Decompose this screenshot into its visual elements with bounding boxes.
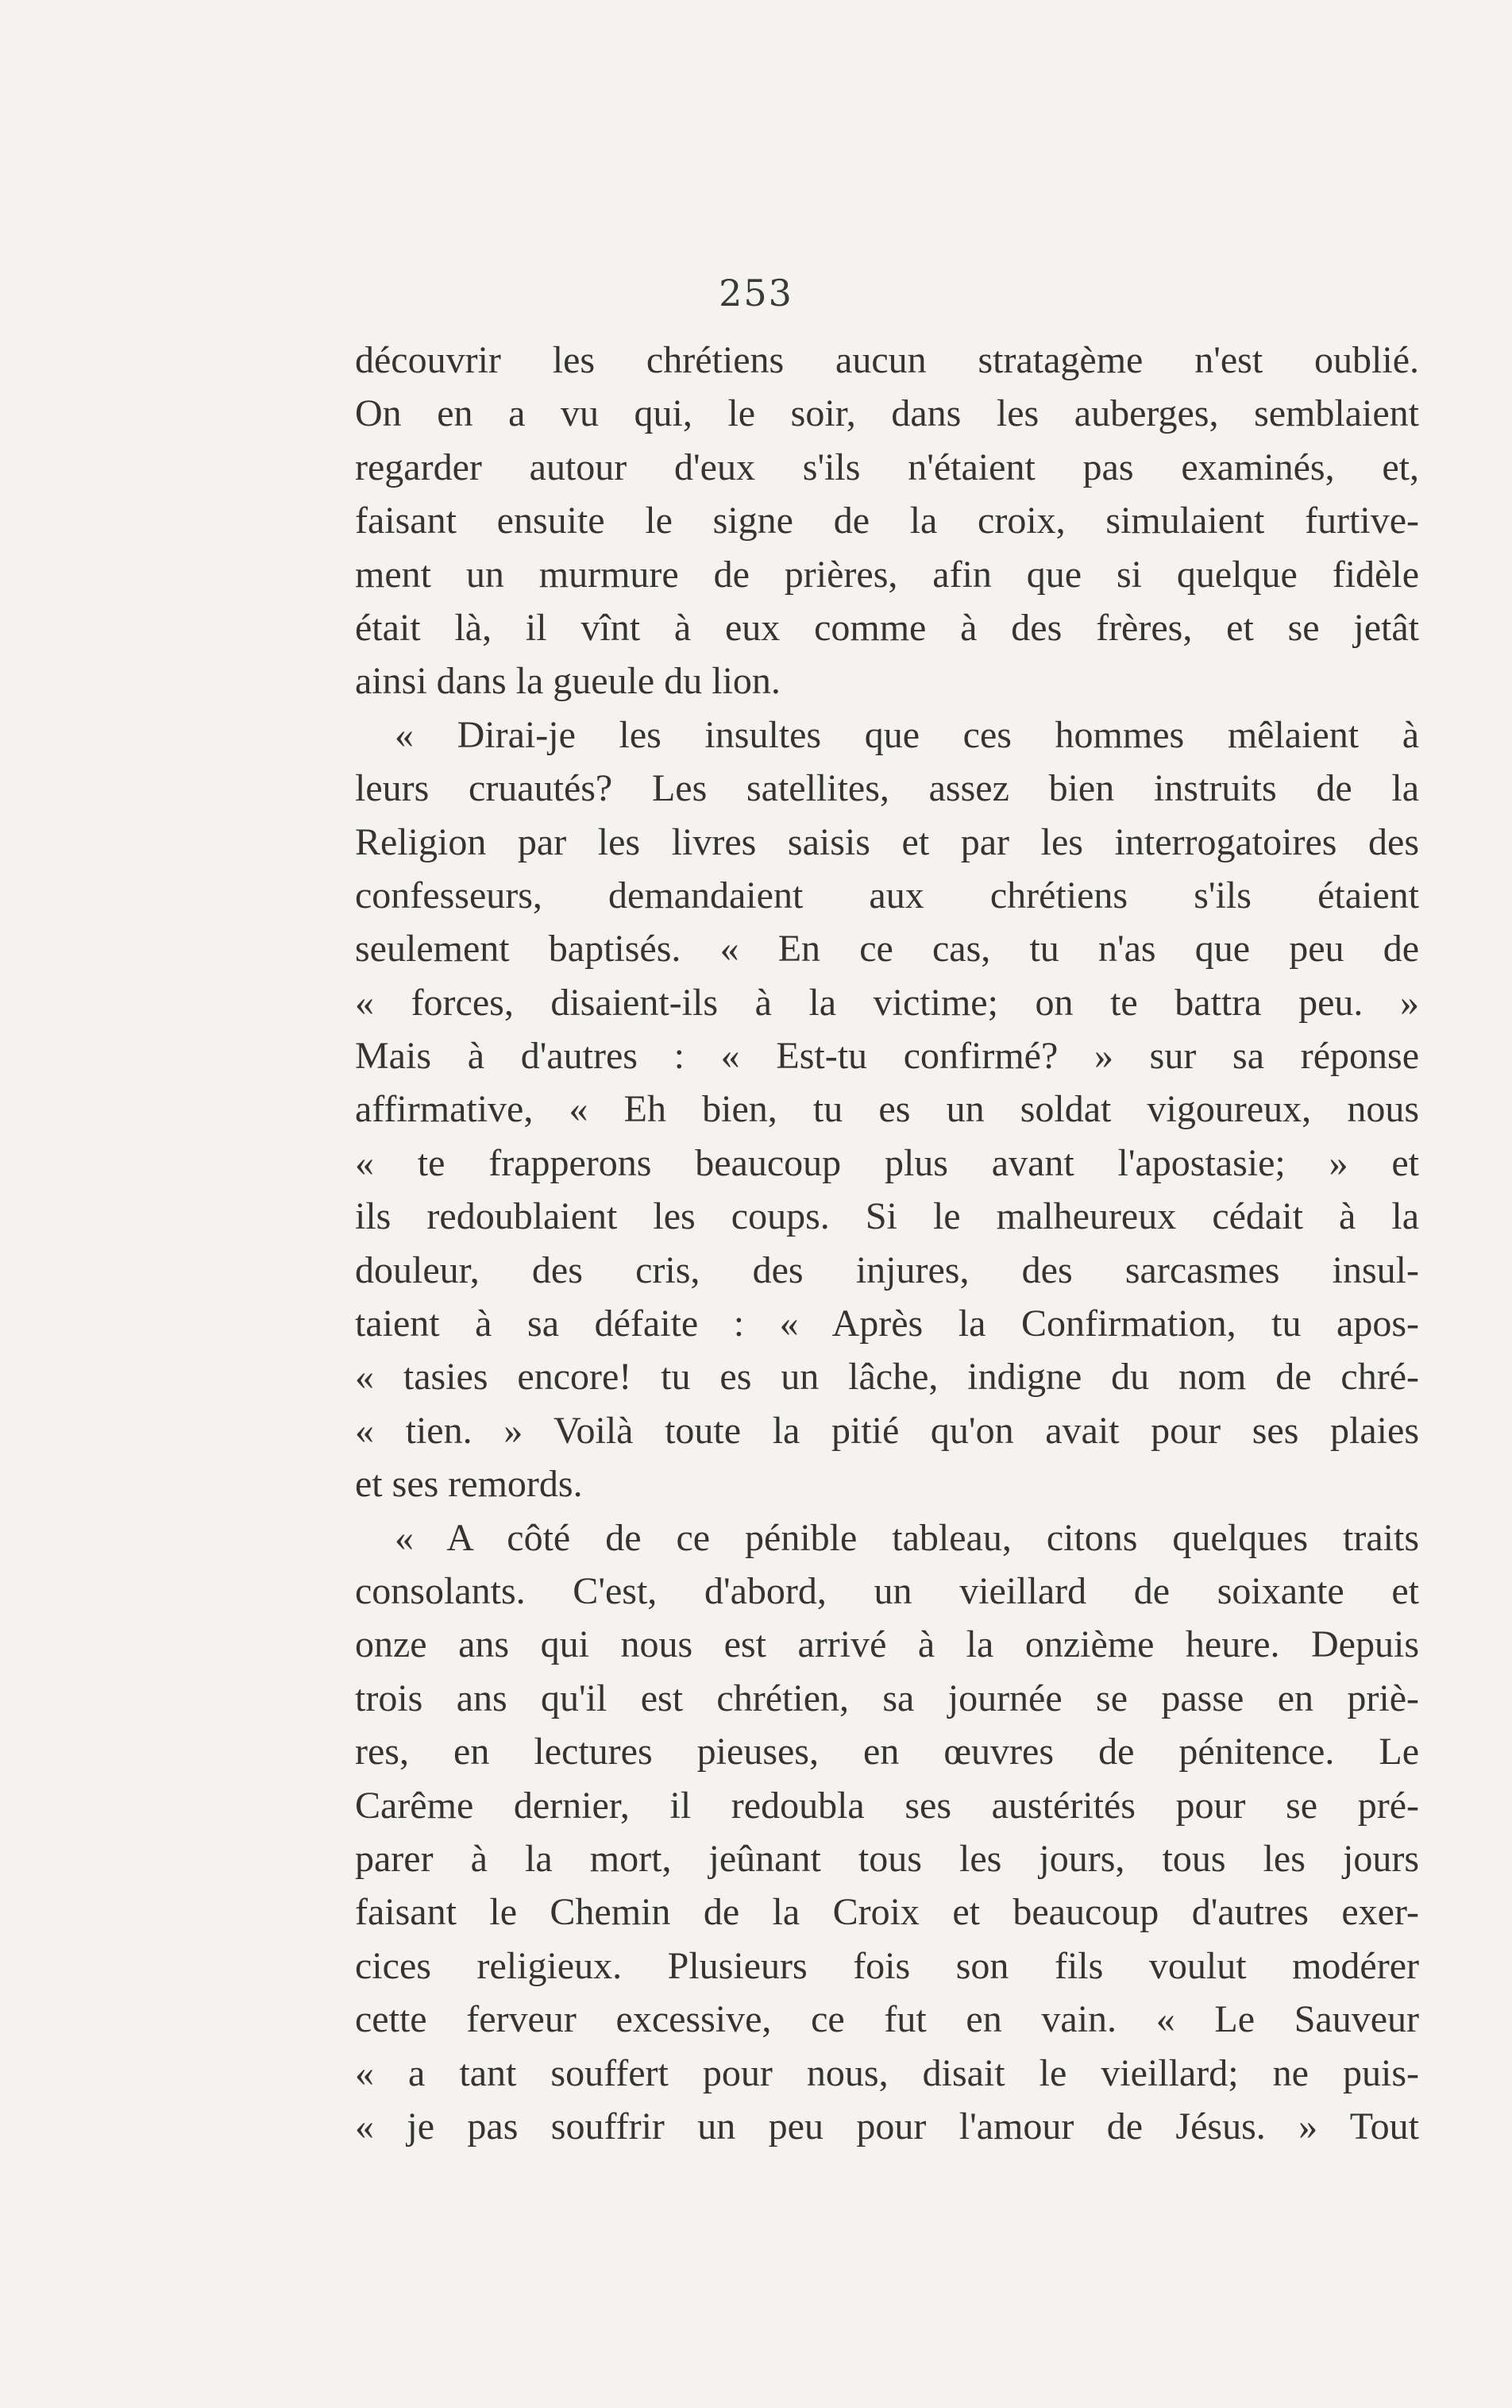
text-line: ils redoublaient les coups. Si le malheureux cédait à la (355, 1195, 1419, 1238)
text-line: découvrir les chrétiens aucun stratagème n'est oublié. (355, 339, 1419, 381)
text-line: onze ans qui nous est arrivé à la onzième heure. Depuis (355, 1623, 1419, 1666)
text-line: confesseurs, demandaient aux chrétiens s'ils étaient (355, 874, 1419, 917)
text-line: Religion par les livres saisis et par les interrogatoires des (355, 820, 1419, 863)
text-line: et ses remords. (355, 1463, 583, 1506)
text-line: « je pas souffrir un peu pour l'amour de Jésus. » Tout (355, 2105, 1419, 2148)
text-line: « Dirai-je les insultes que ces hommes mêlaient à (395, 713, 1419, 756)
text-line: consolants. C'est, d'abord, un vieillard de soixante et (355, 1569, 1419, 1612)
text-line: Mais à d'autres : « Est-tu confirmé? » sur sa réponse (355, 1035, 1419, 1078)
text-line: « forces, disaient-ils à la victime; on te battra peu. » (355, 981, 1419, 1024)
text-line: faisant ensuite le signe de la croix, simulaient furtive- (355, 500, 1419, 542)
text-line: douleur, des cris, des injures, des sarcasmes insul- (355, 1248, 1419, 1291)
page-number: 253 (719, 272, 793, 315)
text-line: leurs cruautés? Les satellites, assez bien instruits de la (355, 767, 1419, 810)
text-line: cices religieux. Plusieurs fois son fils voulut modérer (355, 1944, 1419, 1987)
text-line: affirmative, « Eh bien, tu es un soldat vigoureux, nous (355, 1088, 1419, 1131)
text-line: res, en lectures pieuses, en œuvres de pénitence. Le (355, 1731, 1419, 1773)
body-text (355, 334, 1419, 2153)
text-line: seulement baptisés. « En ce cas, tu n'as que peu de (355, 928, 1419, 971)
text-line: « tasies encore! tu es un lâche, indigne du nom de chré- (355, 1356, 1419, 1399)
text-line: était là, il vînt à eux comme à des frères, et se jetât (355, 606, 1419, 649)
text-line: parer à la mort, jeûnant tous les jours, tous les jours (355, 1837, 1419, 1880)
text-line: « a tant souffert pour nous, disait le vieillard; ne puis- (355, 2051, 1419, 2094)
text-line: taient à sa défaite : « Après la Confirmation, tu apos- (355, 1302, 1419, 1345)
text-line: ainsi dans la gueule du lion. (355, 660, 781, 703)
text-line: On en a vu qui, le soir, dans les auberges, semblaient (355, 392, 1419, 435)
text-line: ment un murmure de prières, afin que si quelque fidèle (355, 553, 1419, 596)
text-line: regarder autour d'eux s'ils n'étaient pas examinés, et, (355, 446, 1419, 488)
text-line: Carême dernier, il redoubla ses austérités pour se pré- (355, 1784, 1419, 1827)
text-line: trois ans qu'il est chrétien, sa journée se passe en priè- (355, 1677, 1419, 1719)
text-line: cette ferveur excessive, ce fut en vain. « Le Sauveur (355, 1998, 1419, 2041)
text-line: « tien. » Voilà toute la pitié qu'on avait pour ses plaies (355, 1409, 1419, 1452)
text-line: faisant le Chemin de la Croix et beaucoup d'autres exer- (355, 1891, 1419, 1934)
text-line: « te frapperons beaucoup plus avant l'apostasie; » et (355, 1141, 1419, 1184)
text-line: « A côté de ce pénible tableau, citons quelques traits (395, 1516, 1419, 1559)
